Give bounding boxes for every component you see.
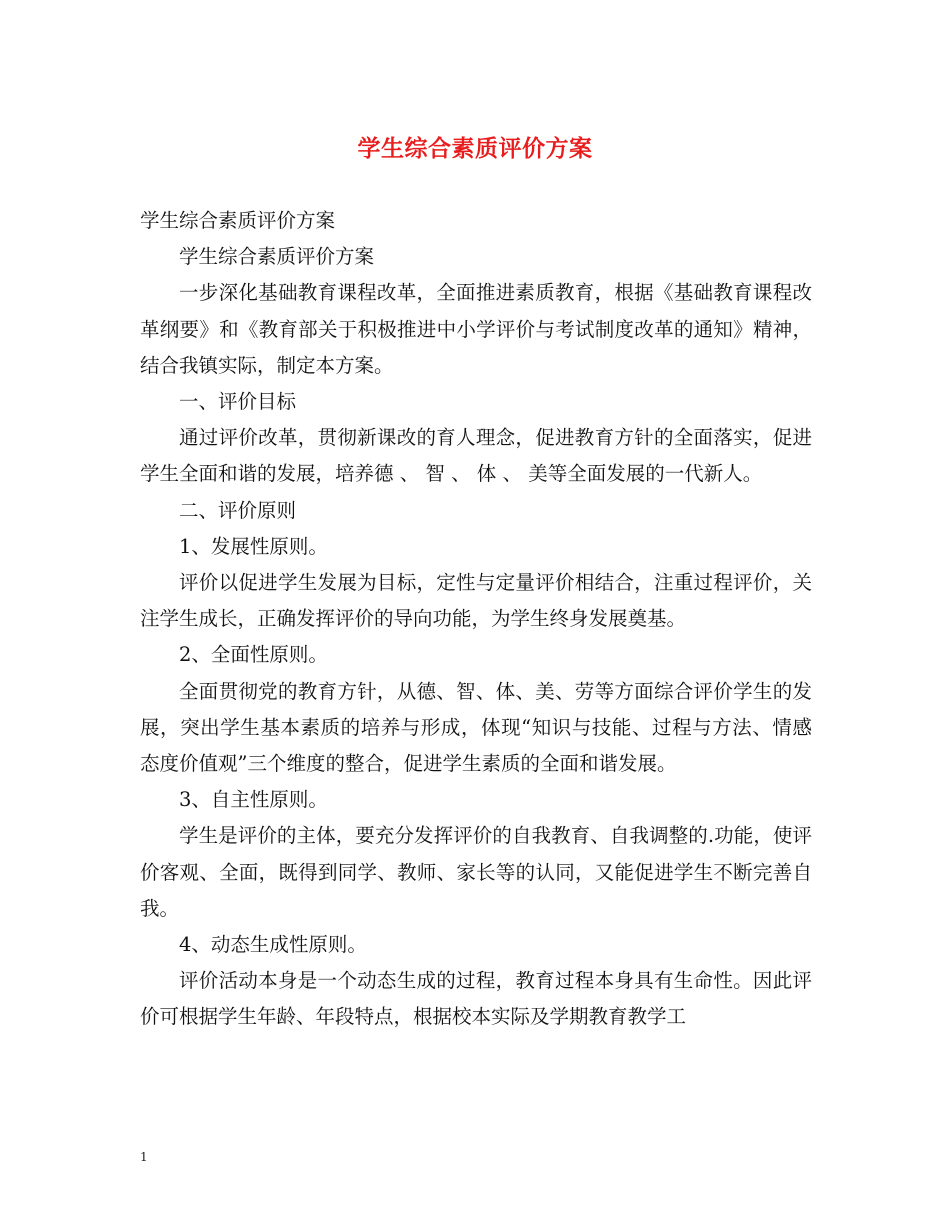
page-number: 1 xyxy=(140,1150,148,1164)
paragraph: 2、全面性原则。 xyxy=(179,643,328,667)
document-body xyxy=(140,203,812,1036)
paragraph: 二、评价原则 xyxy=(179,498,297,522)
paragraph: 评价以促进学生发展为目标，定性与定量评价相结合，注重过程评价，关注学生成长，正确发挥评价的导向功能，为学生终身发展奠基。 xyxy=(140,571,812,631)
paragraph: 3、自主性原则。 xyxy=(179,788,328,812)
document-title: 学生综合素质评价方案 xyxy=(357,136,593,162)
paragraph: 全面贯彻党的教育方针，从德、智、体、美、劳等方面综合评价学生的发展，突出学生基本素质的培养与形成，体现“知识与技能、过程与方法、情感态度价值观”三个维度的整合，促进学生素质的全面和谐发展。 xyxy=(140,679,812,776)
paragraph: 1、发展性原则。 xyxy=(179,534,328,558)
paragraph: 学生是评价的主体，要充分发挥评价的自我教育、自我调整的.功能，使评价客观、全面，既得到同学、教师、家长等的认同，又能促进学生不断完善自我。 xyxy=(140,824,812,920)
paragraph: 通过评价改革，贯彻新课改的育人理念，促进教育方针的全面落实，促进学生全面和谐的发展，培养德 、 智 、 体 、 美等全面发展的一代新人。 xyxy=(140,426,812,486)
paragraph: 学生综合素质评价方案 xyxy=(179,245,375,269)
paragraph: 评价活动本身是一个动态生成的过程，教育过程本身具有生命性。因此评价可根据学生年龄、年段特点，根据校本实际及学期教育教学工 xyxy=(140,969,812,1029)
paragraph: 一步深化基础教育课程改革，全面推进素质教育，根据《基础教育课程改革纲要》和《教育部关于积极推进中小学评价与考试制度改革的通知》精神，结合我镇实际，制定本方案。 xyxy=(140,281,812,377)
paragraph: 一、评价目标 xyxy=(179,390,297,414)
paragraph: 4、动态生成性原则。 xyxy=(179,933,367,957)
paragraph: 学生综合素质评价方案 xyxy=(140,209,336,232)
